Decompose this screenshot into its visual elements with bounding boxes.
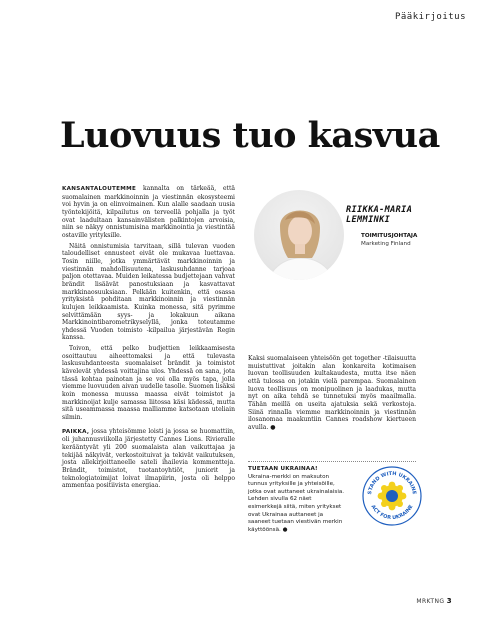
magazine-name: MRKTNG (416, 598, 445, 605)
paragraph: Näitä onnistumisia tarvitaan, sillä tulevan vuoden taloudelliset ennusteet eivät ole mukavaa luettavaa. Tosin niille, jotka ymmärtävät markkinoinnin ja viestinnän mahdollisuutena, laskusuhdanne tarjoaa paljon otettavaa. Muiden leikatessa budjettejaan vahvat brändit lisäävät panostuksiaan ja kasvattavat markkinaosuuksiaan. Pelkään kuitenkin, että osassa yrityksistä pohditaan markkinoinnin ja viestinnän kulujen leikkaamista. Kuinka monessa, sitä pyrimme selvittämään syys- ja lokakuun aikana Markkinointibarometrikyselyllä, jonka toteutamme yhdessä Vuoden toimisto -kilpailua järjestävän Regin kanssa. (62, 242, 235, 342)
paragraph: PAIKKA, jossa yhteisömme loisti ja jossa se huomattiin, oli juhannusviikolla järjestetty Cannes Lions. Rivieralle kerääntyvät yli 200 suomalaista alan vaikuttajaa ja tekijää näkyivät, verkostoituivat ja tekivät vaikutuksen, josta allekirjoittaneelle sateli ihailevia kommentteja. Brändit, toimistot, tuotantoyhtiöt, juniorit ja teknologiatoimijat loivat ilmapiirin, josta oli helppo ammentaa positiivista energiaa. (62, 427, 235, 490)
end-mark: ● (270, 423, 276, 431)
article-title: Luovuus tuo kasvua (60, 115, 440, 156)
badge-top-text: STAND WITH UKRAINE (367, 470, 417, 495)
badge-bottom-text: ACT FOR UKRAINE (369, 503, 415, 522)
page-footer (416, 597, 452, 605)
author-portrait (254, 190, 344, 280)
article-column-left (62, 185, 235, 493)
author-portrait-image (254, 190, 344, 280)
section-label: Pääkirjoitus (394, 12, 466, 22)
author-organization: Marketing Finland (361, 241, 411, 247)
ukraine-info-box (248, 466, 346, 534)
paragraph: Kaksi suomalaiseen yhteisöön get together -tilaisuutta muistuttivat joitakin alan konkareita kotimaisen luovan teollisuuden kultakaudesta, mutta itse näen että tulossa on jotakin vielä parempaa. Suomalainen luova teollisuus on monipuolinen ja laadukas, mutta nyt on aika tehdä se tunnetuksi myös maailmalla. Tähän meillä on useita ajatuksia sekä verkostoja. Siinä rinnalla viemme markkinoinnin ja viestinnän ilosanomaa maakuntiin Cannes roadshow kiertueen avulla. ● (248, 355, 416, 431)
article-column-right (248, 355, 416, 435)
ukraine-box-heading: TUETAAN UKRAINAA! (248, 466, 318, 472)
lead-word: PAIKKA, (62, 428, 90, 435)
author-signature: RIIKKA-MARIA LEMMINKI (346, 205, 413, 225)
page-number: 3 (446, 597, 452, 605)
paragraph: KANSANTALOUTEMME kannalta on tärkeää, että suomalainen markkinoinnin ja viestinnän ekosysteemi voi hyvin ja on elinvoimainen. Kun alalle saadaan uusia työntekijöitä, kilpailutus on terveellä pohjalla ja työt ovat laadultaan kansainvälisten palkintojen arvoisia, niin se näkyy onnistumisina markkinointia ja viestintää ostaville yrityksille. (62, 185, 235, 239)
ukraine-badge-graphic (362, 466, 422, 526)
ukraine-badge (362, 466, 422, 526)
end-mark: ● (282, 526, 288, 533)
author-title: TOIMITUSJOHTAJA (361, 233, 418, 239)
paragraph: Toivon, että pelko budjettien leikkaamisesta osoittautuu aiheettomaksi ja että tulevasta laskusuhdanteesta suomalaiset brändit ja toimistot kävelevät yhdessä voittajina ulos. Yhdessä on sana, jota tässä kohtaa painotan ja se voi olla myös tapa, jolla viemme luovuuden aivan uudelle tasolle. Suomen lisäksi koin monessa muussa maassa eivät toimistot ja markkinoijat kulje samassa liitossa käsi kädessä, mutta sitä useammassa maassa malliamme katsotaan uteliain silmin. (62, 345, 235, 422)
divider (248, 461, 416, 462)
ukraine-box-text: Ukraina-merkki on maksuton tunnus yrityksille ja yhteisöille, jotka ovat auttaneet ukrainalaisia. Lehden sivulla 62 näet esimerkkejä siitä, miten yritykset ovat Ukrainaa auttaneet ja saaneet tuetaan viestivän merkin käyttöönsä. ● (248, 473, 345, 533)
lead-word: KANSANTALOUTEMME (62, 186, 137, 192)
